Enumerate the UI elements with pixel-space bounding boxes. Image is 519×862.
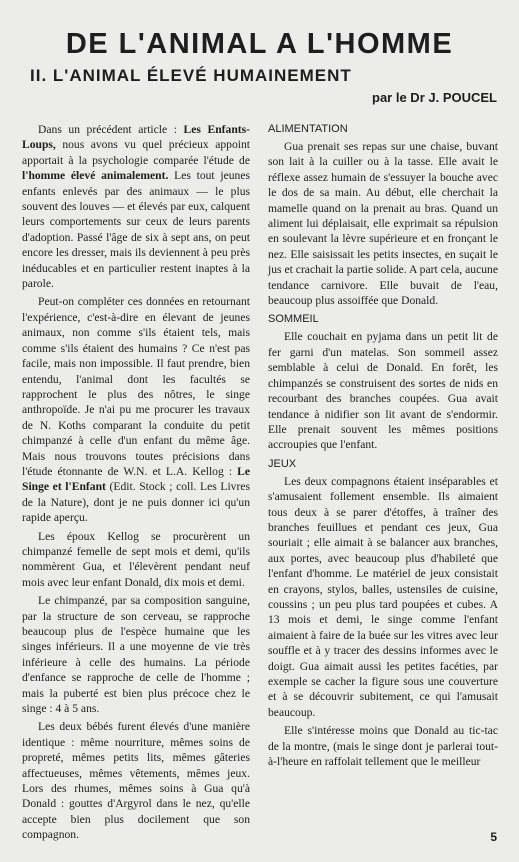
paragraph: Dans un précédent article : Les Enfants-Loups, nous avons vu quel précieux appoint apportait à la psychologie comparée l'étude de l'homme élevé animalement. Les tout jeunes enfants enlevés par des animaux — le plus souvent des louves — et élevés par eux, calquent leurs comportements sur ceux de leurs parents d'adoption. Passé l'âge de six à sept ans, on peut encore les dresser, mais ils deviennent à peu près inéducables et en particulier restent inaptes à la parole. xyxy=(22,123,251,291)
left-column xyxy=(22,122,250,846)
paragraph: Les deux compagnons étaient inséparables et s'amusaient follement ensemble. Ils aimaient tous deux à se parer d'étoffes, à traîner des branches feuillues et pendant ces jeux, Gua souriait ; elle aimait à se balancer aux branches, aux portes, avec beaucoup plus d'habileté que l'enfant d'homme. Le matériel de jeux consistait en crayons, stylos, balles, ustensiles de cuisine, coussins ; un peu plus tard poupées et cubes. A 13 mois et demi, le singe comme l'enfant aimaient à faire de la buée sur les vitres avec leur souffle et à y tracer des dessins informes avec le doigt. Gua aimait aussi les petites facéties, par exemple se cacher la figure sous une couverture et à se découvrir subitement, ce qui l'amusait beaucoup. xyxy=(268,474,498,719)
section-heading-jeux: JEUX xyxy=(268,457,297,470)
paragraph: Elle couchait en pyjama dans un petit lit de fer garni d'un matelas. Son sommeil assez semblable à celui de Donald. En forêt, les chimpanzés se construisent des sortes de nids en recourbant des branches coupées. Gua avait tendance à nidifier son lit avant de s'endormir. Elle prenait souvent les mêmes positions accroupies que l'enfant. xyxy=(268,330,498,452)
author-byline: par le Dr J. POUCEL xyxy=(372,90,497,105)
paragraph: Gua prenait ses repas sur une chaise, buvant son lait à la cuiller ou à la tasse. Elle avait le réflexe assez humain de s'essuyer la bouche avec le dos de sa main. Au début, elle cherchait la mamelle quand on la prenait au bras. Quand un aliment lui déplaisait, elle exprimait sa répulsion en soulevant la lèvre supérieure et en fronçant le nez. Elle saisissait les petits insectes, en suçait le jus et crachait la partie solide. A part cela, aucune tendance carnivore. Elle buvait de l'eau, beaucoup plus assoiffée que Donald. xyxy=(268,140,498,308)
right-column xyxy=(268,122,498,772)
paragraph: Peut-on compléter ces données en retournant l'expérience, c'est-à-dire en élevant de jeunes animaux, non comme s'ils étaient tels, mais comme s'ils étaient des humains ? Ce n'est pas facile, mais non impossible. Il faut prendre, bien entendu, l'animal dont les facultés se rapprochent le plus des nôtres, le singe anthropoïde. Je n'ai pu me procurer les travaux de N. Koths comparant la conduite du petit chimpanzé à celle d'un enfant du même âge. Mais nous trouvons toutes précisions dans l'étude étonnante de W.N. et L.A. Kellog : Le Singe et l'Enfant (Edit. Stock ; coll. Les Livres de la Nature), dont je ne puis donner ici qu'un rapide aperçu. xyxy=(22,295,250,525)
paragraph: Le chimpanzé, par sa composition sanguine, par la structure de son cerveau, se rapproche beaucoup plus de l'espèce humaine que les singes inférieurs. Il a une moyenne de vie très inférieure à celle des humains. La période d'enfance se rapproche de celle de l'homme ; mais la puberté est bien plus précoce chez le singe : 4 à 5 ans. xyxy=(22,594,250,716)
page-number: 5 xyxy=(490,830,497,844)
section-heading-sommeil: SOMMEIL xyxy=(268,313,319,326)
section-heading-alimentation: ALIMENTATION xyxy=(268,123,348,135)
paragraph: Les époux Kellog se procurèrent un chimpanzé femelle de sept mois et demi, qu'ils nommèrent Gua, et l'élevèrent pendant neuf mois avec leur enfant Donald, dix mois et demi. xyxy=(22,529,250,589)
paragraph: Elle s'intéresse moins que Donald au tic-tac de la montre, (mais le singe dont je parlerai tout-à-l'heure en raffolait tellement que le meilleur xyxy=(268,724,498,769)
paragraph: Les deux bébés furent élevés d'une manière identique : même nourriture, mêmes soins de propreté, mêmes petits lits, mêmes gâteries affectueuses, mêmes vêtements, mêmes jeux. Lors des rhumes, mêmes soins à Gua qu'à Donald : gouttes d'Argyrol dans le nez, qu'elle accepte bien plus docilement que son compagnon. xyxy=(22,720,250,842)
article-title: DE L'ANIMAL A L'HOMME xyxy=(65,28,454,60)
article-subtitle: II. L'ANIMAL ÉLEVÉ HUMAINEMENT xyxy=(30,66,352,85)
